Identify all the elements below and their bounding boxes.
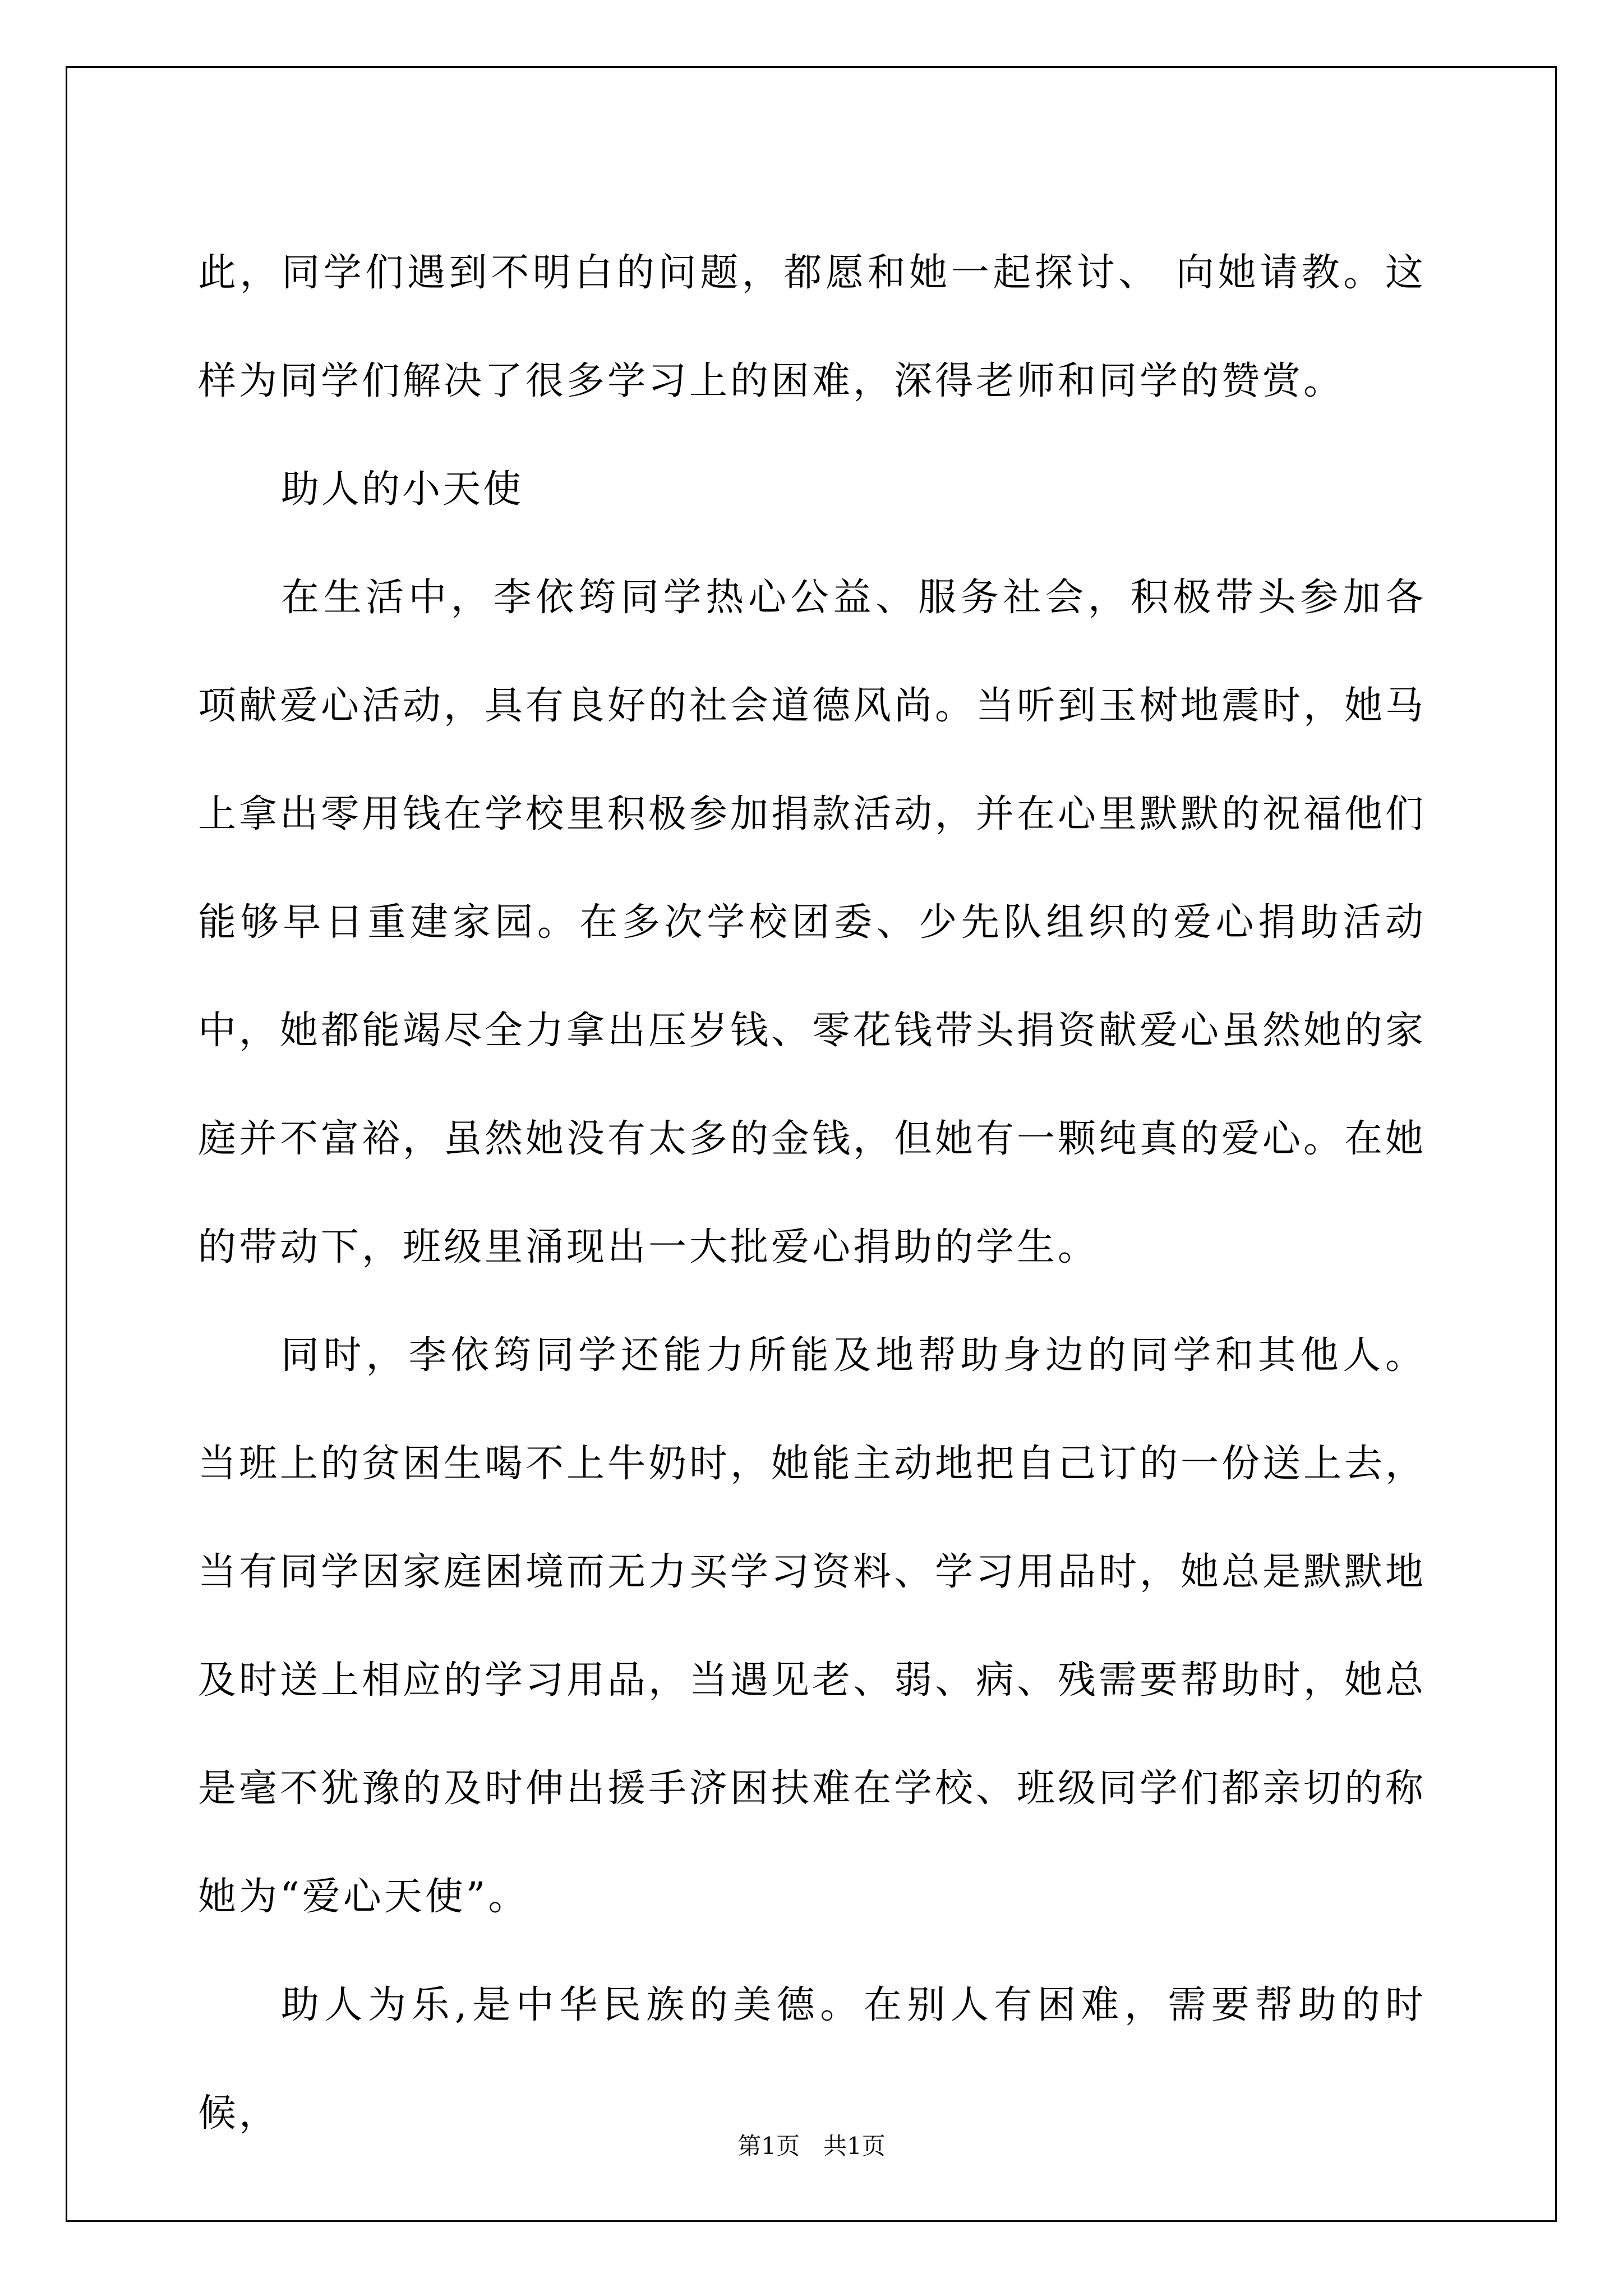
document-body [198, 219, 1426, 2168]
paragraph-4: 助人为乐,是中华民族的美德。在别人有困难，需要帮助的时候， [198, 1983, 1426, 2136]
page-number-footer: 第1页 共1页 [737, 2132, 886, 2160]
section-heading: 助人的小天使 [281, 467, 524, 512]
paragraph-2: 在生活中，李依筠同学热心公益、服务社会，积极带头参加各项献爱心活动，具有良好的社会道德风尚。当听到玉树地震时，她马上拿出零用钱在学校里积极参加捐款活动，并在心里默默的祝福他们能够早日重建家园。在多次学校团委、少先队组织的爱心捐助活动中，她都能竭尽全力拿出压岁钱、零花钱带头捐资献爱心虽然她的家庭并不富裕，虽然她没有太多的金钱，但她有一颗纯真的爱心。在她的带动下，班级里涌现出一大批爱心捐助的学生。 [198, 576, 1427, 1269]
paragraph-1: 此，同学们遇到不明白的问题，都愿和她一起探讨、 向她请教。这样为同学们解决了很多学习上的困难，深得老师和同学的赞赏。 [198, 251, 1426, 403]
paragraph-3: 同时，李依筠同学还能力所能及地帮助身边的同学和其他人。当班上的贫困生喝不上牛奶时，她能主动地把自己订的一份送上去，当有同学因家庭困境而无力买学习资料、学习用品时，她总是默默地及时送上相应的学习用品，当遇见老、弱、病、残需要帮助时，她总是毫不犹豫的及时伸出援手济困扶难在学校、班级同学们都亲切的称她为“爱心天使”。 [198, 1333, 1427, 1919]
